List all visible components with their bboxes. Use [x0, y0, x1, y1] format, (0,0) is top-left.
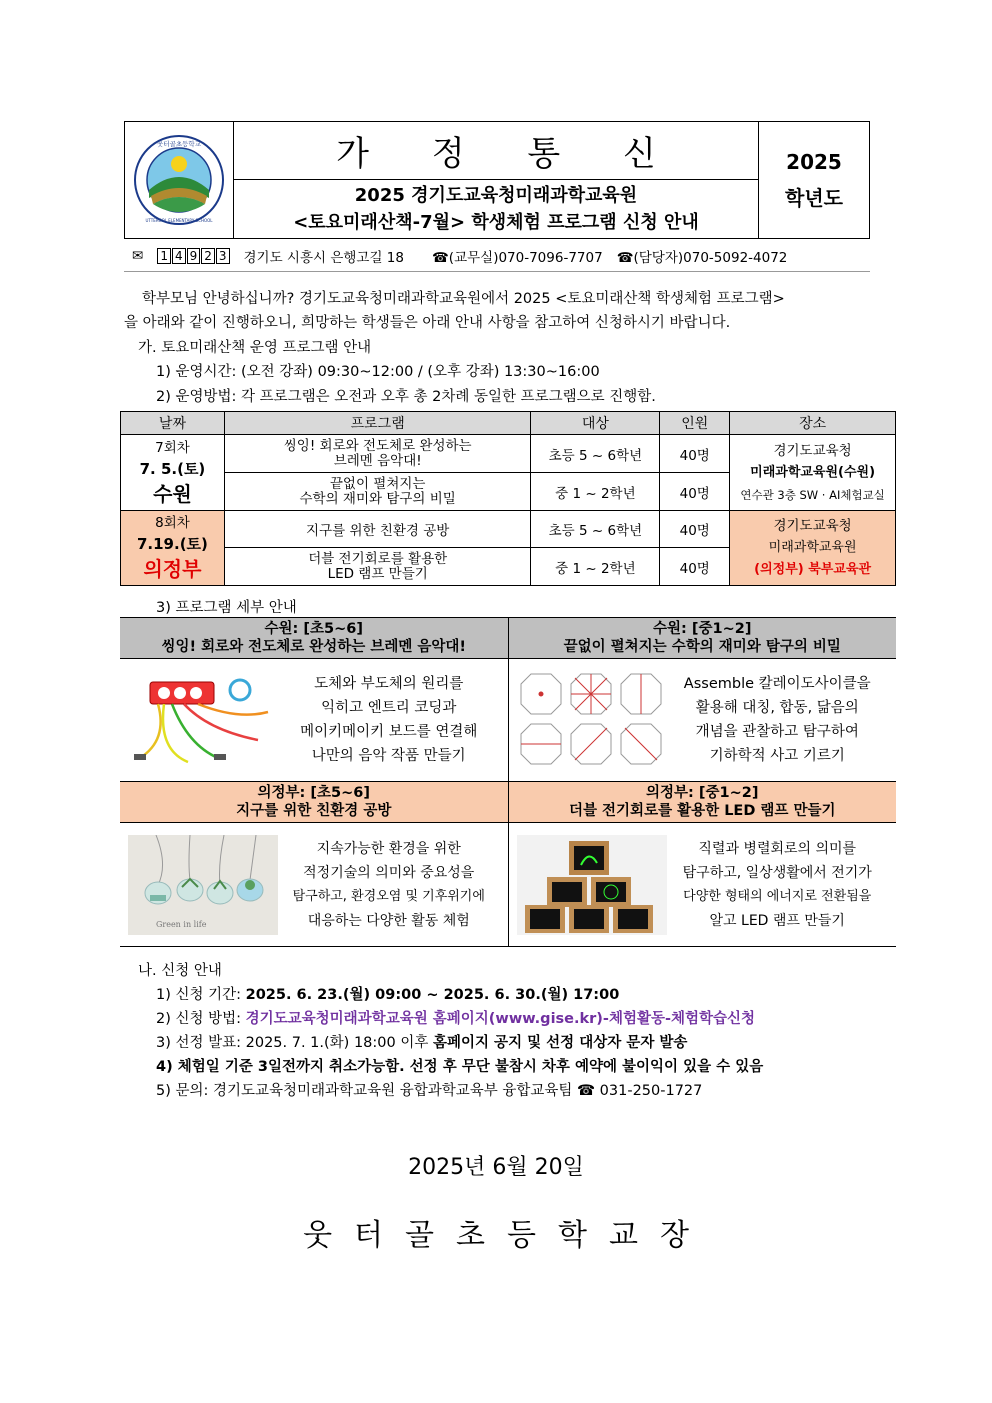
- postal-digit: 1: [157, 248, 171, 264]
- detail-b-header: 수원: [중1~2] 끝없이 펼쳐지는 수학의 재미와 탐구의 비밀: [563, 621, 841, 655]
- program-count: 40명: [660, 511, 730, 548]
- staff-phone: ☎(담당자)070-5092-4072: [616, 250, 788, 266]
- schedule-table: [120, 411, 896, 586]
- svg-text:웃터골초등학교: 웃터골초등학교: [157, 140, 201, 148]
- address-line: [124, 246, 870, 266]
- divider: [124, 271, 870, 272]
- postal-digit: 4: [172, 248, 186, 264]
- postal-digit: 2: [201, 248, 215, 264]
- school-year: [759, 122, 869, 238]
- operating-method: 2) 운영방법: 각 프로그램은 오전과 오후 총 2차례 동일한 프로그램으로 진행함.: [156, 389, 656, 405]
- section-ga-title: 가. 토요미래산책 운영 프로그램 안내: [138, 340, 372, 356]
- detail-a: 도체와 부도체의 원리를 익히고 엔트리 코딩과 메이키메이키 보드를 연결해 나만의 음악 작품 만들기: [120, 659, 509, 781]
- intro-line-1: 학부모님 안녕하십니까? 경기도교육청미래과학교육원에서 2025 <토요미래산책 학생체험 프로그램>: [142, 291, 785, 307]
- program-name: 끝없이 펼쳐지는 수학의 재미와 탐구의 비밀: [224, 473, 531, 511]
- year-number: 2025: [786, 150, 842, 174]
- program-name: 더블 전기회로를 활용한 LED 램프 만들기: [224, 548, 531, 586]
- detail-c-header: 의정부: [초5~6] 지구를 위한 친환경 공방: [120, 782, 509, 822]
- program-target: 초등 5 ~ 6학년: [531, 511, 660, 548]
- apply-period: 1) 신청 기간: 2025. 6. 23.(월) 09:00 ~ 2025. 6. 30.(월) 17:00: [156, 987, 620, 1003]
- program-count: 40명: [660, 435, 730, 473]
- svg-text:Green in life: Green in life: [156, 919, 207, 929]
- section-na-title: 나. 신청 안내: [138, 963, 222, 979]
- operating-hours: 1) 운영시간: (오전 강좌) 09:30~12:00 / (오후 강좌) 13:30~16:00: [156, 364, 600, 380]
- col-place: 장소: [730, 412, 896, 435]
- intro-line-2: 을 아래와 같이 진행하오니, 희망하는 학생들은 아래 안내 사항을 참고하여 신청하시기 바랍니다.: [124, 315, 731, 331]
- program-details: [120, 617, 896, 947]
- year-suffix: 학년도: [785, 186, 843, 210]
- program-name: 지구를 위한 친환경 공방: [224, 511, 531, 548]
- header-subtitle-1: 2025 경기도교육청미래과학교육원: [354, 185, 638, 206]
- office-phone: ☎(교무실)070-7096-7707: [431, 250, 603, 266]
- kaleidocycle-diagram-image: [517, 670, 667, 770]
- signature-date: 2025년 6월 20일: [408, 1155, 584, 1180]
- postal-code: [157, 248, 229, 264]
- street-address: 경기도 시흥시 은행고길 18: [243, 250, 404, 266]
- table-header-row: [121, 412, 896, 435]
- svg-text:UTTERGOL ELEMENTARY SCHOOL: UTTERGOL ELEMENTARY SCHOOL: [145, 218, 213, 223]
- col-program: 프로그램: [224, 412, 531, 435]
- page-title: 가 정 통 신: [234, 122, 758, 180]
- led-lamp-boxes-image: [517, 835, 667, 935]
- session-7-place: 경기도교육청 미래과학교육원(수원) 연수관 3층 SW · AI체험교실: [730, 435, 896, 511]
- apply-method: 2) 신청 방법: 경기도교육청미래과학교육원 홈페이지(www.gise.kr)-체험활동-체험학습신청: [156, 1011, 756, 1027]
- detail-d: 직렬과 병렬회로의 의미를 탐구하고, 일상생활에서 전기가 다양한 형태의 에너지로 전환됨을 알고 LED 램프 만들기: [509, 823, 897, 946]
- school-logo: [125, 122, 234, 238]
- col-date: 날짜: [121, 412, 225, 435]
- cancel-policy: 4) 체험일 기준 3일전까지 취소가능함. 선정 후 무단 불참시 차후 예약에 불이익이 있을 수 있음: [156, 1059, 764, 1075]
- postal-digit: 9: [187, 248, 201, 264]
- hanging-terrarium-image: [128, 835, 278, 935]
- detail-a-header: 수원: [초5~6] 씽잉! 회로와 전도체로 완성하는 브레멘 음악대!: [120, 618, 509, 658]
- header-subtitle-2: <토요미래산책-7월> 학생체험 프로그램 신청 안내: [293, 212, 699, 233]
- newsletter-header: [124, 121, 870, 239]
- detail-d-header: 의정부: [중1~2] 더블 전기회로를 활용한 LED 램프 만들기: [568, 785, 836, 819]
- detail-c: Green in life 지속가능한 환경을 위한 적정기술의 의미와 중요성을 탐구하고, 환경오염 및 기후위기에 대응하는 다양한 활동 체험: [120, 823, 509, 946]
- postal-digit: 3: [216, 248, 230, 264]
- program-count: 40명: [660, 548, 730, 586]
- table-row: [121, 435, 896, 473]
- table-row: [121, 511, 896, 548]
- program-target: 중 1 ~ 2학년: [531, 548, 660, 586]
- selection-announcement: 3) 선정 발표: 2025. 7. 1.(화) 18:00 이후 홈페이지 공지 및 선정 대상자 문자 발송: [156, 1035, 688, 1051]
- col-target: 대상: [531, 412, 660, 435]
- program-target: 중 1 ~ 2학년: [531, 473, 660, 511]
- session-8-date: 8회차 7.19.(토) 의정부: [121, 511, 225, 586]
- program-target: 초등 5 ~ 6학년: [531, 435, 660, 473]
- session-8-place: 경기도교육청 미래과학교육원 (의정부) 북부교육관: [730, 511, 896, 586]
- contact-info: 5) 문의: 경기도교육청미래과학교육원 융합과학교육부 융합교육팀 ☎ 031-250-1727: [156, 1083, 703, 1099]
- program-name: 씽잉! 회로와 전도체로 완성하는 브레멘 음악대!: [224, 435, 531, 473]
- session-7-date: 7회차 7. 5.(토) 수원: [121, 435, 225, 511]
- school-emblem-icon: [133, 134, 225, 226]
- postal-icon: ✉: [132, 248, 144, 264]
- program-count: 40명: [660, 473, 730, 511]
- program-detail-title: 3) 프로그램 세부 안내: [156, 600, 297, 616]
- signature-name: 웃터골초등학교장: [303, 1218, 711, 1253]
- detail-b: Assemble 칼레이도사이클을 활용해 대칭, 합동, 닮음의 개념을 관찰하고 탐구하여 기하학적 사고 기르기: [509, 659, 897, 781]
- col-count: 인원: [660, 412, 730, 435]
- makey-makey-board-image: [128, 670, 278, 770]
